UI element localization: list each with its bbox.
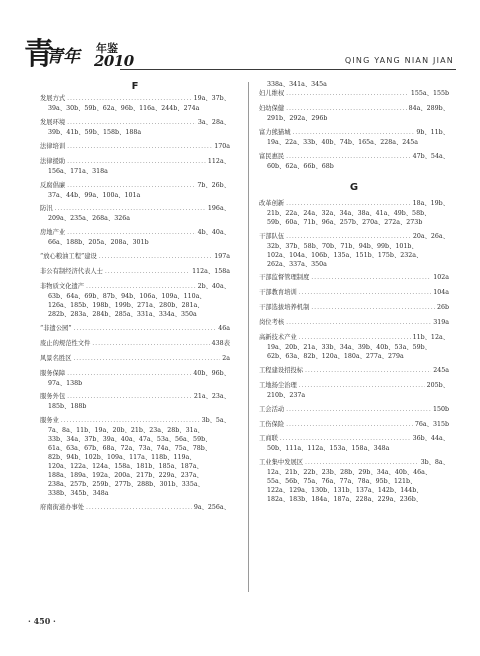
index-entry-line bbox=[40, 181, 230, 191]
index-entry bbox=[40, 324, 230, 334]
index-entry-line bbox=[40, 354, 230, 364]
index-entry-line bbox=[40, 503, 230, 513]
index-entry-line bbox=[259, 303, 449, 313]
index-pages-continued: 59b、60a、71b、96a、257b、270a、272a、273b bbox=[267, 218, 423, 226]
index-entry-line bbox=[259, 232, 449, 242]
index-pages-continued: 62b、63a、82b、120a、180a、277a、279a bbox=[267, 353, 404, 361]
right-index-entries-f bbox=[259, 89, 449, 171]
index-term: 妇幼保健 bbox=[259, 104, 285, 112]
leader-dots bbox=[105, 267, 190, 277]
index-pages: 102a bbox=[433, 274, 449, 282]
index-term: 工地扬尘治理 bbox=[259, 381, 297, 389]
index-pages: 7b、26b、 bbox=[197, 181, 230, 189]
index-pages: 319a bbox=[433, 319, 449, 327]
index-pages: 18a、19b、 bbox=[412, 199, 449, 207]
index-entry-line bbox=[259, 128, 449, 138]
index-pages-continued: 39b、41b、59b、158b、188a bbox=[48, 128, 142, 136]
index-term: 服务外包 bbox=[40, 393, 66, 401]
index-entry-line bbox=[259, 458, 449, 468]
index-entry bbox=[259, 405, 449, 415]
index-pages: 2a bbox=[222, 354, 230, 362]
left-index-entries bbox=[40, 94, 230, 513]
index-pages-continued: 102a、104a、106b、135a、151b、175b、232a、 bbox=[267, 251, 423, 259]
index-entry-line bbox=[40, 142, 230, 152]
index-entry bbox=[259, 458, 449, 504]
right-index-entries-g bbox=[259, 199, 449, 505]
index-entry bbox=[259, 152, 449, 171]
index-term: 高新技术产业 bbox=[259, 334, 297, 342]
leader-dots bbox=[286, 420, 413, 430]
leader-dots bbox=[292, 128, 414, 138]
index-entry bbox=[259, 128, 449, 147]
index-pages: 112a、 bbox=[207, 157, 230, 165]
logo-glyph: 青 bbox=[24, 37, 54, 72]
index-term: 工程建设招投标 bbox=[259, 366, 304, 374]
index-pages: 47b、54a、 bbox=[412, 152, 449, 160]
index-pages: 3a、28a、 bbox=[197, 118, 230, 126]
leader-dots bbox=[67, 142, 212, 152]
index-term: 法律援助 bbox=[40, 157, 66, 165]
index-pages: 3b、5a、 bbox=[201, 417, 230, 425]
index-term: 风景名胜区 bbox=[40, 354, 72, 362]
index-term: 发展环境 bbox=[40, 118, 66, 126]
leader-dots bbox=[299, 288, 431, 298]
index-entry-line bbox=[259, 199, 449, 209]
index-entry bbox=[259, 434, 449, 453]
logo-text: 青年 bbox=[46, 47, 80, 67]
leader-dots bbox=[286, 152, 410, 162]
index-pages: 20a、26a、 bbox=[412, 232, 449, 240]
index-pages-continued: 120a、122a、124a、158a、181b、185a、187a、 bbox=[48, 463, 203, 471]
leader-dots bbox=[99, 252, 212, 262]
leader-dots bbox=[67, 181, 195, 191]
index-pages-continued: 282b、283a、284b、285a、331a、334a、350a bbox=[48, 311, 197, 319]
leader-dots bbox=[286, 318, 431, 328]
index-pages: 11b、12a、 bbox=[412, 334, 449, 342]
index-pages: 112a、158a bbox=[192, 268, 230, 276]
index-term: 干部选拔培养机制 bbox=[259, 304, 310, 312]
header-rule bbox=[120, 69, 456, 70]
index-entry-line bbox=[259, 434, 449, 444]
index-pages-continued: 19a、20b、21a、33b、34a、39b、40b、53a、59b、 bbox=[267, 344, 431, 352]
index-pages: 84a、289b、 bbox=[408, 104, 449, 112]
continued-pages: 338a、341a、345a bbox=[267, 81, 327, 88]
index-pages-continued: 122a、129a、130b、131b、137a、142b、144b、 bbox=[267, 487, 423, 495]
index-term: 妇儿维权 bbox=[259, 90, 285, 97]
index-entry bbox=[40, 503, 230, 513]
index-entry bbox=[259, 420, 449, 430]
index-term: 发展方式 bbox=[40, 95, 66, 102]
index-entry-line bbox=[259, 89, 449, 99]
leader-dots bbox=[305, 458, 419, 468]
index-pages: 9b、11b、 bbox=[416, 128, 449, 136]
index-entry-line bbox=[40, 94, 230, 104]
index-entry bbox=[259, 381, 449, 400]
index-entry bbox=[40, 228, 230, 247]
index-pages: 155a、155b bbox=[410, 90, 449, 97]
index-pages-continued: 188a、189a、192a、200a、217b、229a、237a、 bbox=[48, 472, 203, 480]
left-column bbox=[40, 80, 230, 518]
yearbook-logo bbox=[24, 38, 142, 76]
index-term: 服务业 bbox=[40, 417, 59, 425]
index-entry bbox=[259, 199, 449, 227]
index-entry-line bbox=[259, 318, 449, 328]
index-entry bbox=[40, 252, 230, 262]
index-entry-line bbox=[259, 333, 449, 343]
index-entry-line bbox=[40, 416, 230, 426]
index-pages-continued: 182a、183b、184a、187a、228a、229a、236b、 bbox=[267, 496, 423, 504]
index-pages-continued: 126a、185b、198b、199b、271a、280b、281a、 bbox=[48, 302, 204, 310]
index-entry bbox=[40, 339, 230, 349]
index-entry-line bbox=[40, 267, 230, 277]
page-header bbox=[24, 36, 456, 78]
index-entry bbox=[259, 288, 449, 298]
index-pages-continued: 291b、292a、296b bbox=[267, 114, 328, 122]
logo-year: 2010 bbox=[94, 52, 134, 70]
index-term: 非物质文化遗产 bbox=[40, 283, 85, 291]
leader-dots bbox=[61, 416, 200, 426]
index-entry bbox=[40, 369, 230, 388]
leader-dots bbox=[86, 282, 196, 292]
index-term: 房地产业 bbox=[40, 229, 66, 237]
index-entry-line bbox=[40, 392, 230, 402]
leader-dots bbox=[311, 273, 431, 283]
logo-nianjian: 年鉴 bbox=[96, 42, 118, 55]
index-pages-continued: 82b、94b、102b、109a、117a、118b、119a、 bbox=[48, 454, 196, 462]
index-term: 干部队伍 bbox=[259, 232, 285, 240]
index-pages: 438表 bbox=[211, 339, 230, 347]
leader-dots bbox=[67, 392, 192, 402]
index-pages-continued: 7a、8a、11b、19a、20b、21b、23a、28b、31a、 bbox=[48, 427, 204, 435]
leader-dots bbox=[67, 118, 196, 128]
index-entry bbox=[259, 318, 449, 328]
index-pages-continued: 37a、44b、99a、100a、101a bbox=[48, 191, 141, 199]
index-entry bbox=[259, 273, 449, 283]
index-entry bbox=[40, 204, 230, 223]
index-pages-continued: 50b、111a、112a、153a、158a、348a bbox=[267, 445, 390, 453]
index-entry bbox=[40, 392, 230, 411]
leader-dots bbox=[299, 381, 425, 391]
index-entry bbox=[40, 142, 230, 152]
index-pages-continued: 238a、257b、259b、277b、288b、301b、335a、 bbox=[48, 481, 204, 489]
index-pages-continued: 60b、62a、66b、68b bbox=[267, 162, 334, 170]
index-pages-continued: 185b、188b bbox=[48, 403, 87, 411]
index-entry bbox=[259, 333, 449, 361]
index-pages: 76a、315b bbox=[414, 420, 449, 428]
page-number: · 450 · bbox=[28, 616, 56, 626]
index-entry bbox=[40, 94, 230, 113]
index-term: 干部教育培训 bbox=[259, 289, 297, 297]
index-entry-line bbox=[40, 228, 230, 238]
index-term: 反腐倡廉 bbox=[40, 181, 66, 189]
leader-dots bbox=[286, 199, 410, 209]
index-term: 工商联 bbox=[259, 435, 278, 443]
index-entry bbox=[40, 416, 230, 498]
index-entry-line bbox=[40, 369, 230, 379]
index-pages-continued: 33b、34a、37b、39a、40a、47a、53a、56a、59b、 bbox=[48, 436, 212, 444]
index-entry bbox=[40, 282, 230, 319]
index-pages: 19a、37b、 bbox=[193, 95, 230, 102]
leader-dots bbox=[92, 339, 209, 349]
index-entry-line bbox=[40, 324, 230, 334]
index-pages: 36b、44a、 bbox=[412, 435, 449, 443]
section-letter-f: F bbox=[131, 81, 139, 92]
index-entry-line bbox=[40, 282, 230, 292]
index-entry-line bbox=[40, 118, 230, 128]
leader-dots bbox=[73, 354, 220, 364]
index-entry bbox=[40, 181, 230, 200]
index-pages-continued: 63b、64a、69b、87b、94b、106a、109a、110a、 bbox=[48, 293, 206, 301]
leader-dots bbox=[280, 434, 411, 444]
index-entry bbox=[40, 354, 230, 364]
section-letter-g: G bbox=[349, 181, 359, 193]
index-pages: 150b bbox=[432, 405, 449, 413]
index-pages-continued: 21b、22a、24a、32a、34a、38a、41a、49b、58b、 bbox=[267, 209, 431, 217]
index-pages-continued: 19a、22a、33b、40b、74b、165a、228a、245a bbox=[267, 138, 419, 146]
index-entry-line bbox=[259, 288, 449, 298]
index-entry-line bbox=[259, 405, 449, 415]
index-entry-line bbox=[259, 381, 449, 391]
index-term: 岗位考核 bbox=[259, 319, 285, 327]
leader-dots bbox=[67, 94, 191, 104]
leader-dots bbox=[55, 204, 206, 214]
index-entry bbox=[259, 366, 449, 376]
index-pages: 26b bbox=[436, 304, 449, 312]
index-entry-line bbox=[40, 339, 230, 349]
index-pages-continued: 39a、30b、59b、62a、96b、116a、244b、274a bbox=[48, 105, 200, 112]
index-term: 府南街道办事处 bbox=[40, 504, 85, 512]
index-entry-line bbox=[40, 252, 230, 262]
index-pages-continued: 262a、337a、350a bbox=[267, 260, 327, 268]
index-pages: 104a bbox=[433, 289, 449, 297]
index-pages-continued: 338b、345b、348a bbox=[48, 490, 109, 498]
index-entry bbox=[259, 303, 449, 313]
index-term: 法律培训 bbox=[40, 142, 66, 150]
index-term: 工业集中发展区 bbox=[259, 459, 304, 467]
leader-dots bbox=[67, 157, 206, 167]
index-entry-line bbox=[259, 104, 449, 114]
leader-dots bbox=[305, 366, 431, 376]
index-term: 非公有制经济代表人士 bbox=[40, 268, 103, 276]
index-term: 防汛 bbox=[40, 205, 53, 213]
index-term: 富民惠民 bbox=[259, 152, 285, 160]
index-term: 干部监督管理制度 bbox=[259, 274, 310, 282]
index-term: 废止的规范性文件 bbox=[40, 339, 91, 347]
index-pages: 170a bbox=[214, 142, 230, 150]
index-pages-continued: 156a、171a、318a bbox=[48, 167, 108, 175]
leader-dots bbox=[67, 369, 191, 379]
running-title: QING YANG NIAN JIAN bbox=[344, 56, 454, 65]
index-entry-line bbox=[259, 420, 449, 430]
leader-dots bbox=[67, 228, 195, 238]
index-entry-line bbox=[259, 152, 449, 162]
index-pages: 46a bbox=[218, 324, 230, 332]
leader-dots bbox=[286, 405, 431, 415]
index-pages: 197a bbox=[214, 253, 230, 261]
index-term: 改革创新 bbox=[259, 199, 285, 207]
index-entry bbox=[259, 232, 449, 269]
index-term: “放心粮油工程”建设 bbox=[40, 253, 97, 261]
index-pages: 21a、23a、 bbox=[193, 393, 230, 401]
leader-dots bbox=[286, 89, 409, 99]
index-pages: 196a、 bbox=[207, 205, 230, 213]
right-column bbox=[259, 80, 449, 509]
index-pages: 2b、40a、 bbox=[197, 283, 230, 291]
index-entry bbox=[40, 157, 230, 176]
index-term: 服务保障 bbox=[40, 369, 66, 377]
index-pages: 40b、96b、 bbox=[193, 369, 230, 377]
leader-dots bbox=[299, 333, 411, 343]
index-pages-continued: 61a、63a、67b、68a、72a、73a、74a、75a、78b、 bbox=[48, 445, 212, 453]
column-divider bbox=[248, 82, 249, 592]
index-pages: 4b、40a、 bbox=[197, 229, 230, 237]
index-pages: 205b、 bbox=[426, 381, 449, 389]
index-entry-line bbox=[40, 204, 230, 214]
index-entry bbox=[259, 89, 449, 99]
index-pages-continued: 97a、138b bbox=[48, 379, 83, 387]
index-entry bbox=[259, 104, 449, 123]
index-term: “非遗公园” bbox=[40, 324, 72, 332]
leader-dots bbox=[311, 303, 435, 313]
leader-dots bbox=[86, 503, 192, 513]
index-pages-continued: 32b、37b、58b、70b、71b、94b、99b、101b、 bbox=[267, 242, 418, 250]
index-pages: 3b、8a、 bbox=[420, 459, 449, 467]
index-entry bbox=[40, 118, 230, 137]
index-pages-continued: 209a、235a、268a、326a bbox=[48, 215, 130, 223]
index-term: 富力熊猫城 bbox=[259, 128, 291, 136]
index-entry-line bbox=[40, 157, 230, 167]
index-pages-continued: 66a、188b、205a、208a、301b bbox=[48, 239, 149, 247]
index-entry bbox=[40, 267, 230, 277]
index-pages: 245a bbox=[433, 366, 449, 374]
index-pages-continued: 210b、237a bbox=[267, 391, 306, 399]
index-term: 工伤保险 bbox=[259, 420, 285, 428]
leader-dots bbox=[286, 232, 411, 242]
index-pages-continued: 12a、21b、22b、23b、28b、29b、34a、40b、46a、 bbox=[267, 469, 432, 477]
index-entry-line bbox=[259, 366, 449, 376]
index-term: 工会活动 bbox=[259, 405, 285, 413]
index-pages-continued: 55a、56b、75a、76a、77a、78a、95b、121b、 bbox=[267, 478, 417, 486]
leader-dots bbox=[286, 104, 406, 114]
index-entry-line bbox=[259, 273, 449, 283]
leader-dots bbox=[74, 324, 217, 334]
index-pages: 9a、256a、 bbox=[193, 504, 230, 512]
